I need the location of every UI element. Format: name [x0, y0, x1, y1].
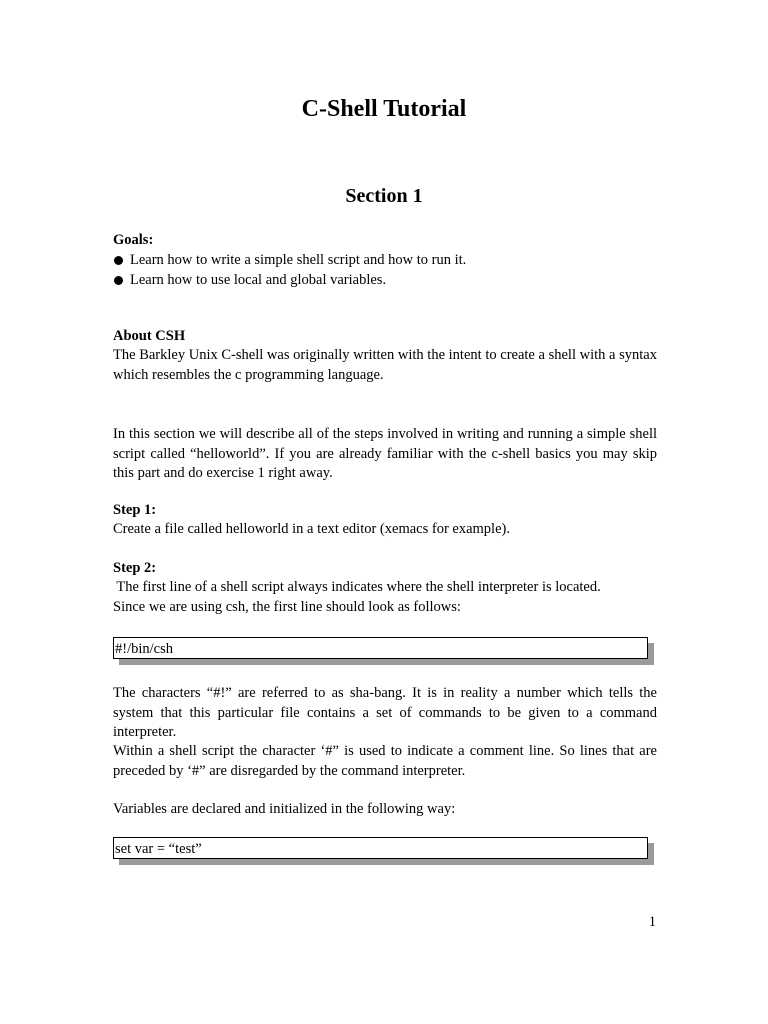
step2-text-line1: The first line of a shell script always indicates where the shell interpreter is located.: [113, 579, 601, 595]
comment-paragraph: Within a shell script the character ‘#” is used to indicate a comment line. So lines that are preceded by ‘#” are disregarded by the command interpreter.: [113, 743, 657, 779]
goal-item: Learn how to use local and global variables.: [113, 271, 657, 291]
shabang-paragraph: The characters “#!” are referred to as sha-bang. It is in reality a number which tells the system that this particular file contains a set of commands to be given to a command interpreter.: [113, 685, 657, 740]
step1-heading: Step 1:: [113, 502, 157, 518]
variables-text: Variables are declared and initialized in the following way:: [113, 801, 456, 817]
step2-heading: Step 2:: [113, 560, 157, 576]
page-number: 1: [648, 914, 656, 930]
goals-heading: Goals:: [113, 232, 154, 248]
goals-list: [113, 251, 657, 290]
code-box-shebang: #!/bin/csh: [113, 637, 648, 659]
about-heading: About CSH: [113, 328, 186, 344]
about-paragraph: The Barkley Unix C-shell was originally written with the intent to create a shell with a syntax which resembles the c programming language.: [113, 347, 657, 383]
code-box-variable: set var = “test”: [113, 837, 648, 859]
step1-text: Create a file called helloworld in a text editor (xemacs for example).: [113, 521, 510, 537]
intro-paragraph: In this section we will describe all of the steps involved in writing and running a simple shell script called “helloworld”. If you are already familiar with the c-shell basics you may skip this part and do exercise 1 right away.: [113, 426, 657, 481]
document-title: C-Shell Tutorial: [301, 96, 467, 122]
goal-item: Learn how to write a simple shell script and how to run it.: [113, 251, 657, 271]
section-heading: Section 1: [345, 185, 423, 207]
step2-text-line2: Since we are using csh, the first line should look as follows:: [113, 599, 461, 615]
